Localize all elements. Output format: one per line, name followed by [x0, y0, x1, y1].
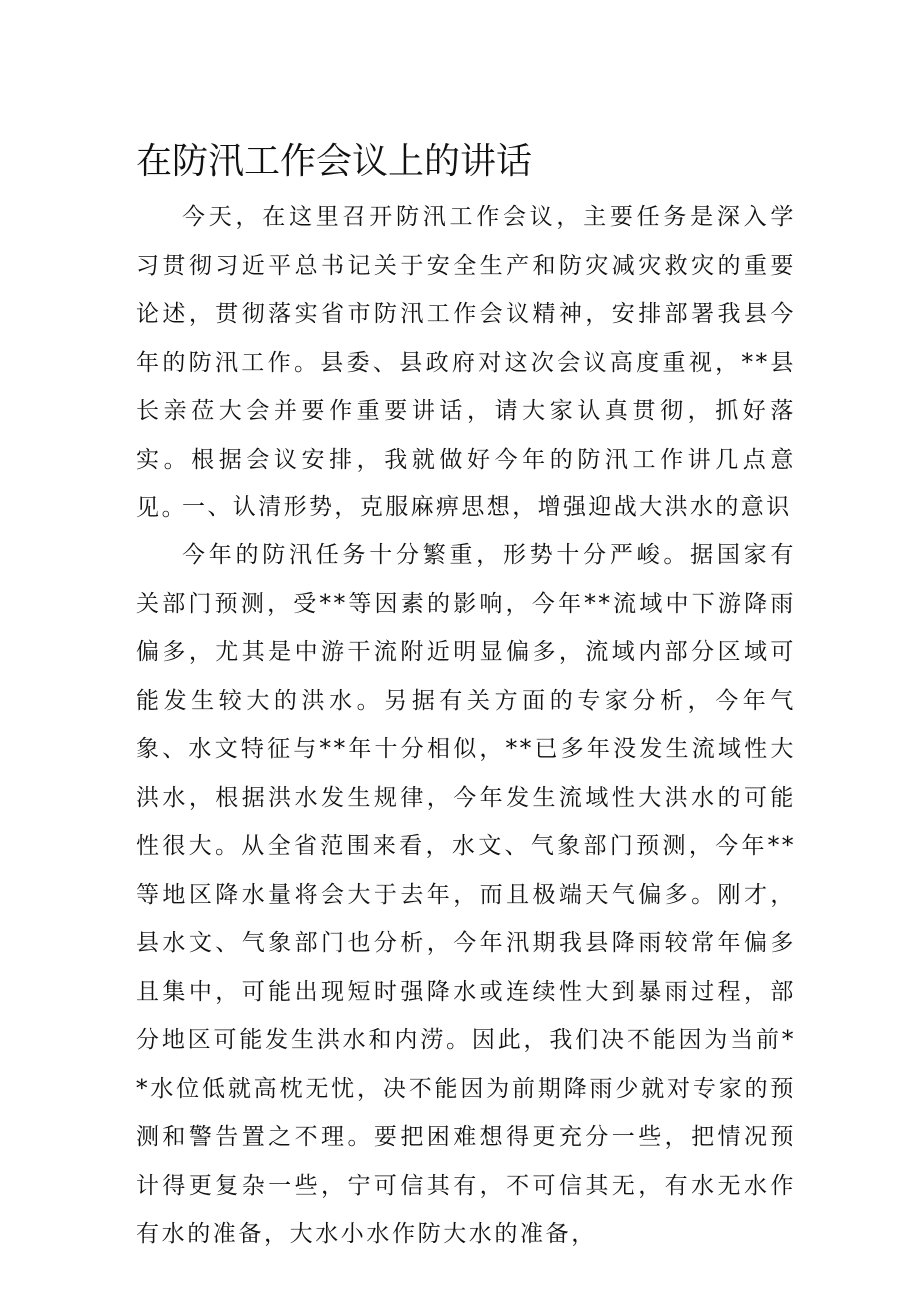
document-title: 在防汛工作会议上的讲话	[136, 141, 533, 182]
section-paragraph: 今年的防汛任务十分繁重，形势十分严峻。据国家有关部门预测，受**等因素的影响，今年**流域中下游降雨偏多，尤其是中游干流附近明显偏多，流域内部分区域可能发生较大的洪水。另据有关方面的专家分析，今年气象、水文特征与**年十分相似，**已多年没发生流域性大洪水，根据洪水发生规律，今年发生流域性大洪水的可能性很大。从全省范围来看，水文、气象部门预测，今年**等地区降水量将会大于去年，而且极端天气偏多。刚才，县水文、气象部门也分析，今年汛期我县降雨较常年偏多且集中，可能出现短时强降水或连续性大到暴雨过程，部分地区可能发生洪水和内涝。因此，我们决不能因为当前**水位低就高枕无忧，决不能因为前期降雨少就对专家的预测和警告置之不理。要把困难想得更充分一些，把情况预计得更复杂一些，宁可信其有，不可信其无，有水无水作有水的准备，大水小水作防大水的准备，	[136, 542, 796, 1247]
intro-paragraph: 今天，在这里召开防汛工作会议，主要任务是深入学习贯彻习近平总书记关于安全生产和防灾减灾救灾的重要论述，贯彻落实省市防汛工作会议精神，安排部署我县今年的防汛工作。县委、县政府对这次会议高度重视，**县长亲莅大会并要作重要讲话，请大家认真贯彻，抓好落实。根据会议安排，我就做好今年的防汛工作讲几点意见。	[136, 204, 796, 521]
section-heading: 一、认清形势，克服麻痹思想，增强迎战大洪水的意识	[182, 494, 792, 520]
